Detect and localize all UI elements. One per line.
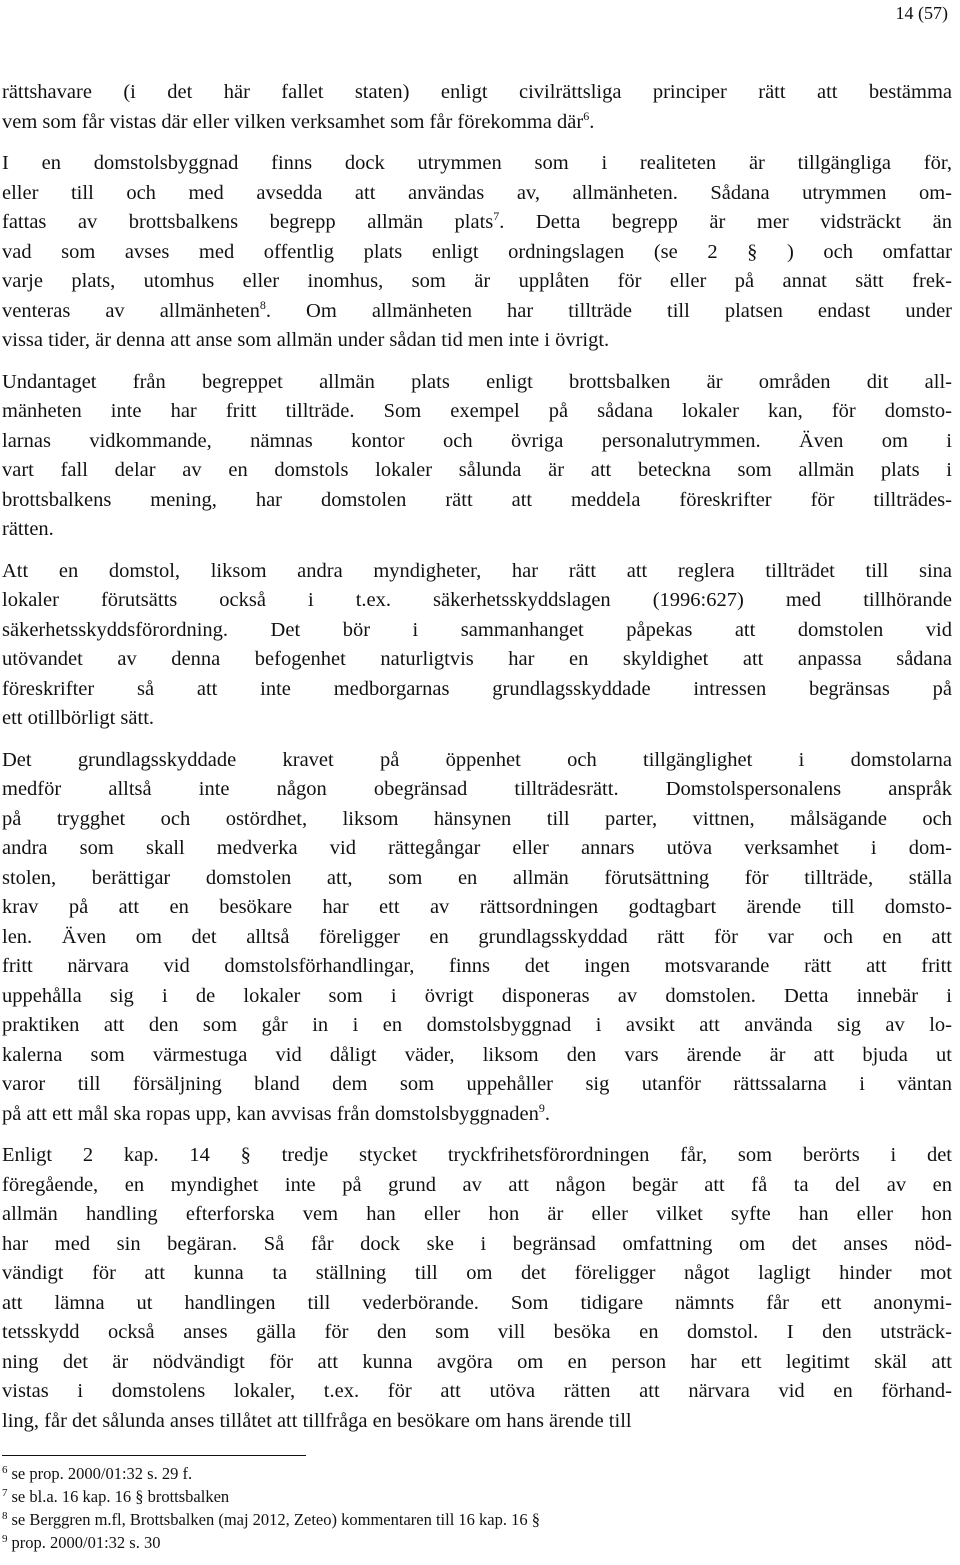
text-line [2, 834, 952, 864]
text-run: att lämna ut handlingen till vederbörande. Som tidigare nämnts får ett anonymi- [2, 1291, 952, 1314]
text-run: I en domstolsbyggnad finns dock utrymmen som i realiteten är tillgängliga för, [2, 152, 952, 174]
text-line [2, 1230, 952, 1260]
text-line [2, 616, 952, 646]
text-run: säkerhetsskyddsförordning. Det bör i sammanhanget påpekas att domstolen vid [2, 618, 952, 641]
text-run: ett otillbörligt sätt. [2, 707, 155, 729]
footnote-text: se prop. 2000/01:32 s. 29 f. [11, 1464, 193, 1483]
page-number: 14 (57) [895, 3, 948, 23]
text-line [2, 1289, 952, 1319]
text-run: ning det är nödvändigt för att kunna avgöra om en person har ett legitimt skäl att [2, 1350, 952, 1373]
body-text [2, 78, 952, 1448]
text-run: praktiken att den som går in i en domstolsbyggnad i avsikt att använda sig av lo- [2, 1014, 952, 1036]
text-run: stolen, berättigar domstolen att, som en allmän förutsättning för tillträde, ställa [2, 866, 952, 889]
text-run: vart fall delar av en domstols lokaler sålunda är att beteckna som allmän plats i [2, 459, 952, 481]
text-run: på trygghet och ostördhet, liksom hänsynen till parter, vittnen, målsägande och [2, 807, 952, 830]
text-run: fattas av brottsbalkens begrepp allmän plats [2, 211, 494, 233]
text-run: medför alltså inte någon obegränsad tillträdesrätt. Domstolspersonalens anspråk [2, 778, 952, 800]
footnote-ref: 7 [493, 209, 500, 224]
text-line [2, 923, 952, 953]
text-run: lokaler förutsätts också i t.ex. säkerhetsskyddslagen (1996:627) med tillhörande [2, 589, 952, 611]
text-run: varor till försäljning bland dem som uppehåller sig utanför rättssalarna i väntan [2, 1073, 952, 1095]
text-run: kalerna som värmestuga vid dåligt väder, liksom den vars ärende är att bjuda ut [2, 1043, 952, 1066]
text-run: har med sin begäran. Så får dock ske i begränsad omfattning om det anses nöd- [2, 1232, 952, 1255]
text-run: len. Även om det alltså föreligger en grundlagsskyddad rätt för var och en att [2, 925, 952, 948]
paragraph [2, 746, 952, 1130]
footnotes [2, 1462, 902, 1554]
footnote [2, 1485, 902, 1508]
text-run: vändigt för att kunna ta ställning till om det föreligger något lagligt hinder mot [2, 1262, 952, 1284]
text-run: krav på att en besökare har ett av rättsordningen godtagbart ärende till domsto- [2, 896, 952, 918]
text-run: Enligt 2 kap. 14 § tredje stycket tryckfrihetsförordningen får, som berörts i det [2, 1144, 952, 1166]
text-line [2, 78, 952, 108]
text-line [2, 1041, 952, 1071]
footnote-ref: 9 [538, 1100, 545, 1115]
text-run: föreskrifter så att inte medborgarnas grundlagsskyddade intressen begränsas på [2, 677, 952, 700]
text-run: utövandet av denna befogenhet naturligtvis har en skyldighet att anpassa sådana [2, 648, 952, 670]
text-run: vistas i domstolens lokaler, t.ex. för att utöva rätten att närvara vid en förhand- [2, 1380, 952, 1402]
paragraph [2, 557, 952, 734]
text-run: . Detta begrepp är mer vidsträckt än [499, 211, 952, 233]
footnote-number: 7 [2, 1486, 8, 1499]
text-line [2, 149, 952, 179]
text-line [2, 746, 952, 776]
text-line [2, 486, 952, 516]
footnote-text: se bl.a. 16 kap. 16 § brottsbalken [11, 1487, 230, 1506]
text-line [2, 1407, 952, 1437]
footnote-text: prop. 2000/01:32 s. 30 [11, 1533, 161, 1552]
text-run: Att en domstol, liksom andra myndigheter, har rätt att reglera tillträdet till sina [2, 559, 952, 582]
paragraph [2, 1141, 952, 1436]
text-line [2, 586, 952, 616]
text-line [2, 557, 952, 587]
text-line [2, 208, 952, 238]
text-line [2, 1141, 952, 1171]
text-run: venteras av allmänheten [2, 299, 260, 322]
text-run: rätten. [2, 518, 54, 540]
text-line [2, 456, 952, 486]
text-line [2, 704, 952, 734]
text-line [2, 893, 952, 923]
text-line [2, 1100, 952, 1130]
text-run: larnas vidkommande, nämnas kontor och övriga personalutrymmen. Även om i [2, 429, 952, 452]
text-run: på att ett mål ska ropas upp, kan avvisas från domstolsbyggnaden [2, 1102, 539, 1125]
text-run: brottsbalkens mening, har domstolen rätt att meddela föreskrifter för tillträdes- [2, 488, 952, 511]
text-run: uppehålla sig i de lokaler som i övrigt disponeras av domstolen. Detta innebär i [2, 984, 952, 1007]
text-line [2, 427, 952, 457]
text-run: vem som får vistas där eller vilken verksamhet som får förekomma där [2, 110, 584, 133]
text-line [2, 1200, 952, 1230]
text-line [2, 864, 952, 894]
text-line [2, 645, 952, 675]
text-run: rättshavare (i det här fallet staten) enligt civilrättsliga principer rätt att bestämma [2, 81, 952, 103]
text-line [2, 1377, 952, 1407]
footnote-ref: 6 [583, 108, 590, 123]
paragraph [2, 149, 952, 356]
footnote [2, 1508, 902, 1531]
text-run: . [589, 110, 595, 133]
text-line [2, 267, 952, 297]
text-line [2, 297, 952, 327]
text-run: . Om allmänheten har tillträde till platsen endast under [265, 299, 952, 322]
text-line [2, 1070, 952, 1100]
text-run: ling, får det sålunda anses tillåtet att tillfråga en besökare om hans ärende till [2, 1409, 632, 1432]
text-run: varje plats, utomhus eller inomhus, som är upplåten för eller på annat sätt frek- [2, 270, 952, 292]
footnote-number: 6 [2, 1463, 8, 1476]
footnote-number: 9 [2, 1532, 8, 1545]
text-line [2, 326, 952, 356]
text-run: vissa tider, är denna att anse som allmän under sådan tid men inte i övrigt. [2, 329, 610, 351]
text-run: tetsskydd också anses gälla för den som vill besöka en domstol. I den utsträck- [2, 1321, 952, 1343]
text-line [2, 368, 952, 398]
text-line [2, 805, 952, 835]
text-run: andra som skall medverka vid rättegångar eller annars utöva verksamhet i dom- [2, 837, 952, 859]
text-run: Undantaget från begreppet allmän plats enligt brottsbalken är områden dit all- [2, 370, 952, 393]
text-run: eller till och med avsedda att användas av, allmänheten. Sådana utrymmen om- [2, 181, 952, 204]
text-run: föregående, en myndighet inte på grund av att någon begär att få ta del av en [2, 1173, 952, 1196]
footnote-separator [2, 1455, 306, 1456]
text-line [2, 1171, 952, 1201]
text-run: Det grundlagsskyddade kravet på öppenhet och tillgänglighet i domstolarna [2, 748, 952, 771]
text-run: fritt närvara vid domstolsförhandlingar, finns det ingen motsvarande rätt att fritt [2, 955, 952, 977]
text-line [2, 982, 952, 1012]
text-run: . [544, 1102, 550, 1125]
footnote-text: se Berggren m.fl, Brottsbalken (maj 2012, Zeteo) kommentaren till 16 kap. 16 § [11, 1510, 540, 1529]
text-line [2, 108, 952, 138]
text-line [2, 179, 952, 209]
text-line [2, 238, 952, 268]
footnote-number: 8 [2, 1509, 8, 1522]
text-line [2, 1318, 952, 1348]
text-run: allmän handling efterforska vem han eller hon är eller vilket syfte han eller hon [2, 1203, 952, 1225]
text-run: mänheten inte har fritt tillträde. Som exempel på sådana lokaler kan, för domsto- [2, 400, 952, 422]
text-line [2, 1259, 952, 1289]
text-line [2, 775, 952, 805]
text-run: vad som avses med offentlig plats enligt ordningslagen (se 2 § ) och omfattar [2, 240, 952, 263]
text-line [2, 515, 952, 545]
text-line [2, 1011, 952, 1041]
paragraph [2, 368, 952, 545]
footnote [2, 1531, 902, 1554]
text-line [2, 1348, 952, 1378]
footnote [2, 1462, 902, 1485]
text-line [2, 397, 952, 427]
paragraph [2, 78, 952, 137]
text-line [2, 675, 952, 705]
text-line [2, 952, 952, 982]
footnote-ref: 8 [259, 297, 266, 312]
